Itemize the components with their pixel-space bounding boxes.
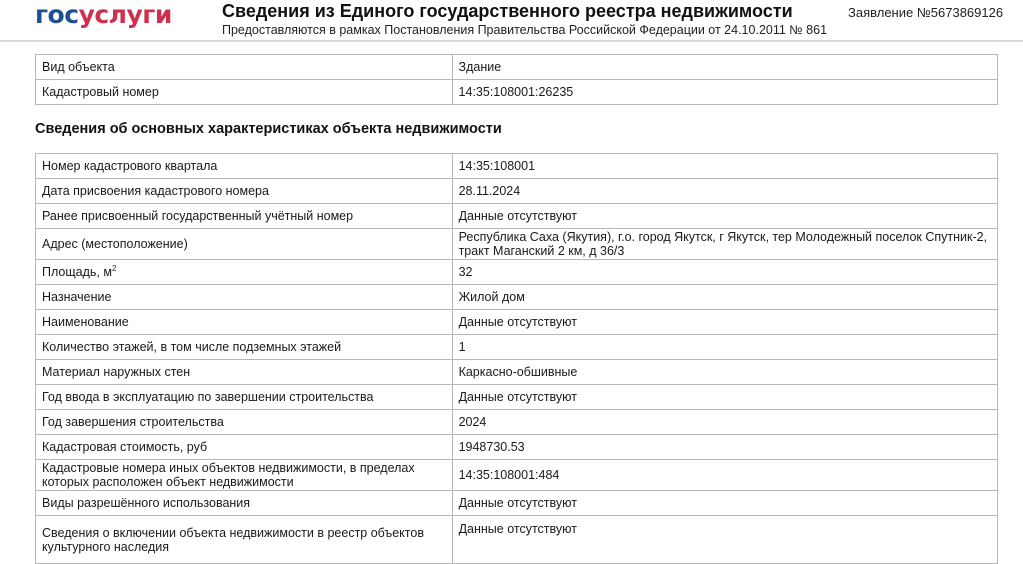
row-label: Количество этажей, в том числе подземных этажей (36, 335, 453, 360)
table-row (36, 385, 998, 410)
table-row (36, 80, 998, 105)
row-label: Сведения о включении объекта недвижимости в реестр объектов культурного наследия (36, 516, 453, 564)
characteristics-table (35, 153, 998, 564)
row-value: Данные отсутствуют (452, 204, 997, 229)
row-label-text: Площадь, м (42, 265, 112, 279)
table-row (36, 335, 998, 360)
row-value: 14:35:108001:484 (452, 460, 997, 491)
row-value: 32 (452, 260, 997, 285)
row-value: Данные отсутствуют (452, 491, 997, 516)
row-value: Каркасно-обшивные (452, 360, 997, 385)
row-label: Вид объекта (36, 55, 453, 80)
table-row (36, 516, 998, 564)
row-label: Кадастровые номера иных объектов недвижимости, в пределах которых расположен объект недвижимости (36, 460, 453, 491)
table-row (36, 229, 998, 260)
row-label: Дата присвоения кадастрового номера (36, 179, 453, 204)
row-value: 2024 (452, 410, 997, 435)
row-value: 14:35:108001 (452, 154, 997, 179)
row-label: Кадастровая стоимость, руб (36, 435, 453, 460)
row-value: Данные отсутствуют (452, 385, 997, 410)
table-row (36, 260, 998, 285)
row-value: 14:35:108001:26235 (452, 80, 997, 105)
row-label: Виды разрешённого использования (36, 491, 453, 516)
table-row (36, 491, 998, 516)
row-value: Республика Саха (Якутия), г.о. город Якутск, г Якутск, тер Молодежный поселок Спутник-2, тракт Маганский 2 км, д 36/3 (452, 229, 997, 260)
row-value: 1948730.53 (452, 435, 997, 460)
table-row (36, 285, 998, 310)
logo-part-uslugi: услуги (78, 0, 172, 29)
table-row (36, 55, 998, 80)
row-value: Данные отсутствуют (452, 516, 997, 564)
row-label: Номер кадастрового квартала (36, 154, 453, 179)
row-label: Ранее присвоенный государственный учётный номер (36, 204, 453, 229)
document-header (0, 0, 1023, 42)
row-label: Год завершения строительства (36, 410, 453, 435)
table-row (36, 460, 998, 491)
table-row (36, 310, 998, 335)
row-value: Жилой дом (452, 285, 997, 310)
table-row (36, 435, 998, 460)
logo-part-gos: гос (35, 0, 79, 29)
table-row (36, 179, 998, 204)
row-label: Кадастровый номер (36, 80, 453, 105)
gosuslugi-logo (35, 0, 172, 30)
row-label: Материал наружных стен (36, 360, 453, 385)
object-summary-table (35, 54, 998, 105)
row-label: Год ввода в эксплуатацию по завершении строительства (36, 385, 453, 410)
table-row (36, 410, 998, 435)
table-row (36, 360, 998, 385)
row-value: 1 (452, 335, 997, 360)
table-row (36, 154, 998, 179)
table-row (36, 204, 998, 229)
row-value: 28.11.2024 (452, 179, 997, 204)
row-label: Наименование (36, 310, 453, 335)
document-title: Сведения из Единого государственного реестра недвижимости (222, 1, 793, 21)
superscript-2: 2 (111, 264, 117, 273)
row-label: Адрес (местоположение) (36, 229, 453, 260)
row-value: Здание (452, 55, 997, 80)
row-label: Назначение (36, 285, 453, 310)
document-subtitle: Предоставляются в рамках Постановления Правительства Российской Федерации от 24.10.2011 № 861 (222, 23, 828, 37)
row-value: Данные отсутствуют (452, 310, 997, 335)
application-number: Заявление №5673869126 (848, 5, 1004, 20)
row-label (36, 260, 453, 285)
section-title-characteristics: Сведения об основных характеристиках объекта недвижимости (35, 121, 502, 137)
